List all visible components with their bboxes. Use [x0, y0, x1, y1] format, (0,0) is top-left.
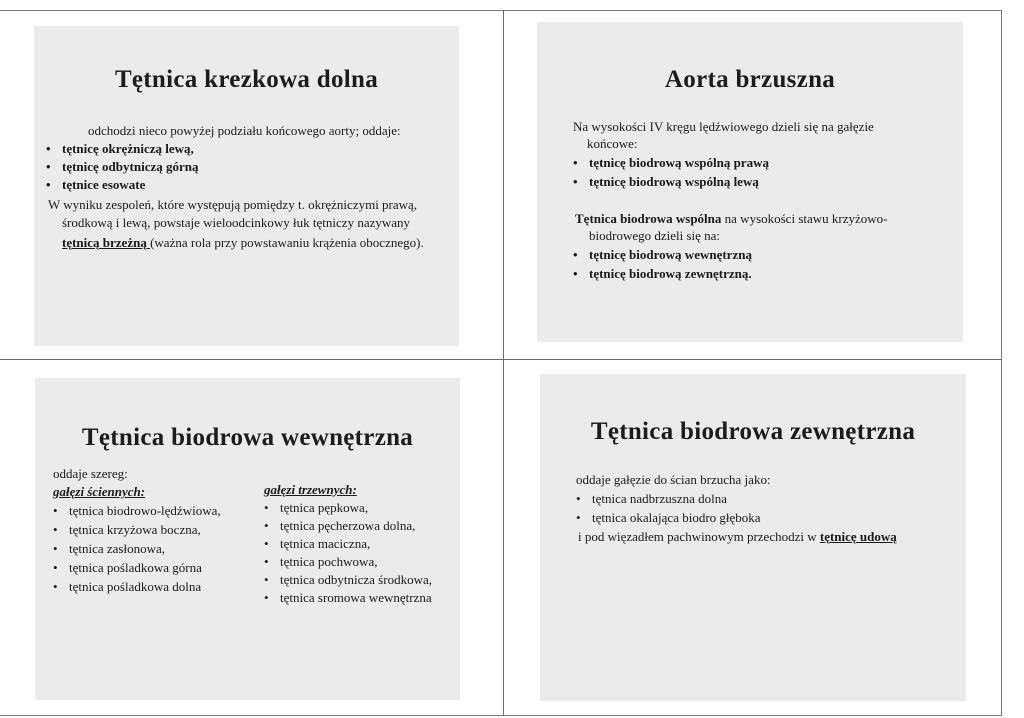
slide-title: Tętnica biodrowa zewnętrzna [590, 418, 916, 445]
bullet-item: • tętnica odbytnicza środkowa, [264, 572, 432, 587]
key-term: tętnicą brzeżną [62, 235, 151, 250]
vertical-cut-line [503, 10, 504, 715]
slide-text: środkową i lewą, powstaje wieloodcinkowy łuk tętniczy nazywany [62, 215, 411, 230]
slide-text: odchodzi nieco powyżej podziału końcowego aorty; oddaje: [88, 123, 401, 138]
slide-title: Aorta brzuszna [664, 66, 836, 93]
bullet-item: • tętnica pępkowa, [264, 500, 369, 515]
bullet-item: • tętnica maciczna, [264, 536, 371, 551]
slide-text: końcowe: [587, 136, 638, 151]
bullet-item: • tętnicę biodrową zewnętrzną. [573, 266, 752, 281]
key-term: tętnicę udową [819, 529, 897, 544]
bullet-item: • tętnice esowate [46, 177, 146, 192]
slide-text: oddaje gałęzie do ścian brzucha jako: [576, 472, 771, 487]
slide-text: biodrowego dzieli się na: [589, 228, 721, 243]
section-header-trzewne: gałęzi trzewnych: [264, 482, 357, 497]
slide-text: oddaje szereg: [53, 466, 128, 481]
slide-title: Tętnica biodrowa wewnętrzna [81, 424, 414, 451]
bullet-item: • tętnica krzyżowa boczna, [53, 522, 201, 537]
bullet-item: • tętnicę okrężniczą lewą, [46, 141, 194, 156]
slide-aorta-brzuszna [537, 22, 963, 342]
bullet-item: • tętnica sromowa wewnętrzna [264, 590, 432, 605]
slide-tetnica-biodrowa-wewnetrzna [35, 378, 460, 700]
bullet-item: • tętnica pochwowa, [264, 554, 378, 569]
section-header-scienne: gałęzi ściennych: [53, 484, 146, 499]
slide-tetnica-krezkowa-dolna [34, 26, 459, 346]
bullet-item: • tętnicę biodrową wspólną lewą [573, 174, 759, 189]
slide-text: Na wysokości IV kręgu lędźwiowego dzieli się na gałęzie [573, 119, 874, 134]
bullet-item: • tętnica pęcherzowa dolna, [264, 518, 416, 533]
bullet-item: • tętnicę biodrową wewnętrzną [573, 247, 752, 262]
bullet-item: • tętnica biodrowo-lędźwiowa, [53, 503, 221, 518]
bullet-item: • tętnicę odbytniczą górną [46, 159, 199, 174]
slide-text: tętnicą brzeżną (ważna rola przy powstawaniu krążenia obocznego). [62, 235, 424, 250]
horizontal-cut-line [0, 359, 1002, 360]
slide-tetnica-biodrowa-zewnetrzna [540, 374, 966, 701]
bullet-item: • tętnica nadbrzuszna dolna [576, 491, 727, 506]
bullet-item: • tętnica pośladkowa dolna [53, 579, 202, 594]
bullet-item: • tętnicę biodrową wspólną prawą [573, 155, 769, 170]
bullet-item: • tętnica zasłonowa, [53, 541, 166, 556]
slide-text: W wyniku zespoleń, które występują pomiędzy t. okrężniczymi prawą, [48, 197, 418, 212]
slide-text: i pod więzadłem pachwinowym przechodzi w tętnicę udową [578, 529, 897, 544]
slide-text: Tętnica biodrowa wspólna na wysokości stawu krzyżowo- [575, 211, 888, 226]
bullet-item: • tętnica pośladkowa górna [53, 560, 202, 575]
bullet-item: • tętnica okalająca biodro głęboka [576, 510, 761, 525]
slide-title: Tętnica krezkowa dolna [114, 66, 379, 93]
key-term: Tętnica biodrowa wspólna [575, 211, 722, 226]
